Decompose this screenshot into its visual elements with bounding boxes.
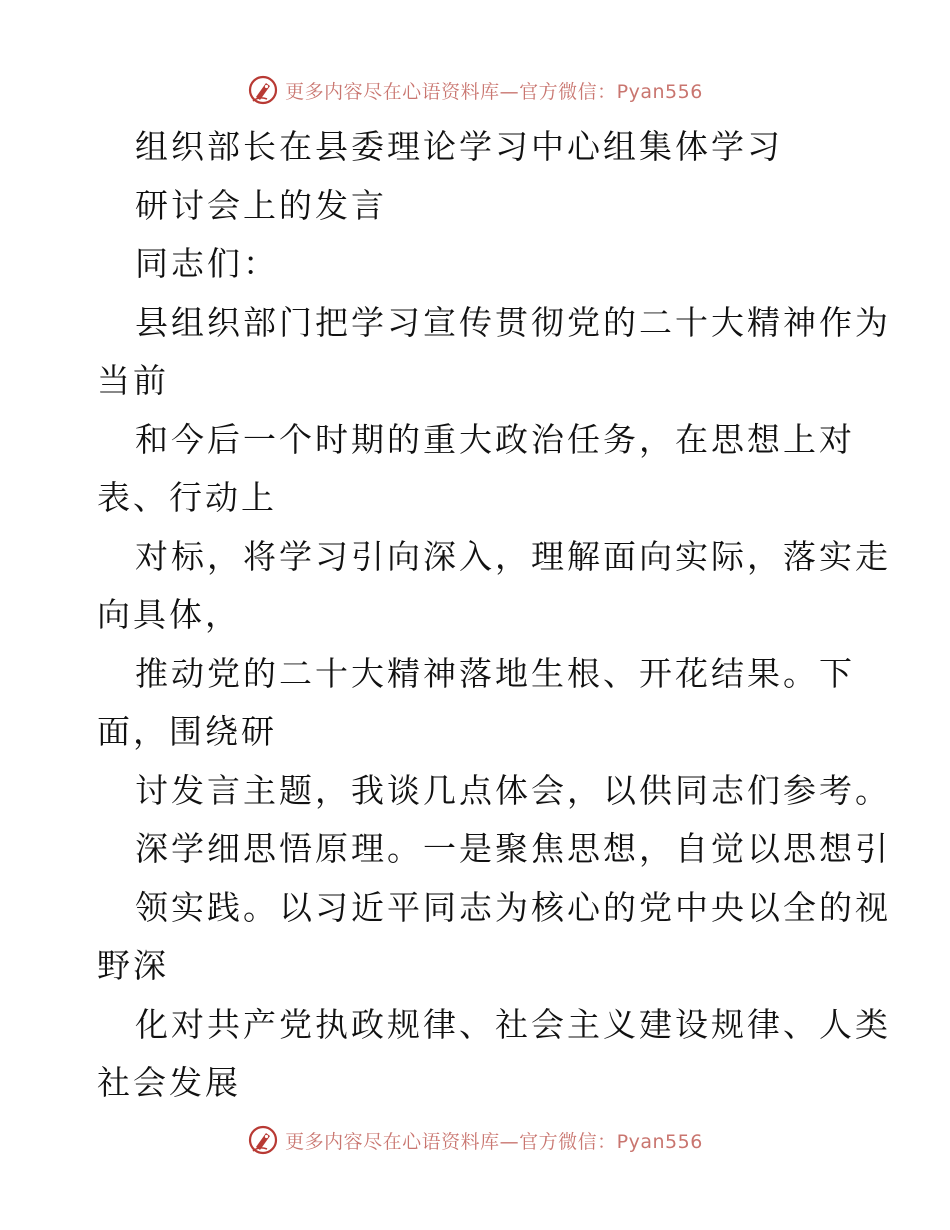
text-line: 表、行动上 <box>97 478 277 517</box>
watermark-text: 更多内容尽在心语资料库—官方微信：Pyan556 <box>285 1130 703 1153</box>
text-line: 组织部长在县委理论学习中心组集体学习 <box>135 127 783 166</box>
text-line: 推动党的二十大精神落地生根、开花结果。下 <box>135 653 855 693</box>
document-body <box>97 118 891 1113</box>
text-line: 化对共产党执政规律、社会主义建设规律、人类 <box>135 1004 891 1044</box>
text-line: 社会发展 <box>97 1063 241 1102</box>
pen-nib-circle-icon <box>247 74 279 106</box>
text-line: 向具体， <box>97 595 241 634</box>
text-line: 对标，将学习引向深入，理解面向实际，落实走 <box>135 536 891 576</box>
pen-nib-circle-icon <box>247 1124 279 1156</box>
text-line: 研讨会上的发言 <box>135 185 387 225</box>
text-line: 同志们： <box>135 244 279 283</box>
text-line: 讨发言主题，我谈几点体会，以供同志们参考。 <box>135 770 891 810</box>
text-line: 当前 <box>97 361 169 400</box>
watermark-text: 更多内容尽在心语资料库—官方微信：Pyan556 <box>285 80 703 103</box>
text-line: 领实践。以习近平同志为核心的党中央以全的视 <box>135 887 891 927</box>
text-line: 和今后一个时期的重大政治任务，在思想上对 <box>135 419 855 459</box>
text-line: 面，围绕研 <box>97 712 277 751</box>
text-line: 县组织部门把学习宣传贯彻党的二十大精神作为 <box>135 302 891 342</box>
text-line: 深学细思悟原理。一是聚焦思想，自觉以思想引 <box>135 829 891 868</box>
header-watermark <box>0 70 950 110</box>
footer-watermark <box>0 1120 950 1160</box>
text-line: 野深 <box>97 946 169 985</box>
